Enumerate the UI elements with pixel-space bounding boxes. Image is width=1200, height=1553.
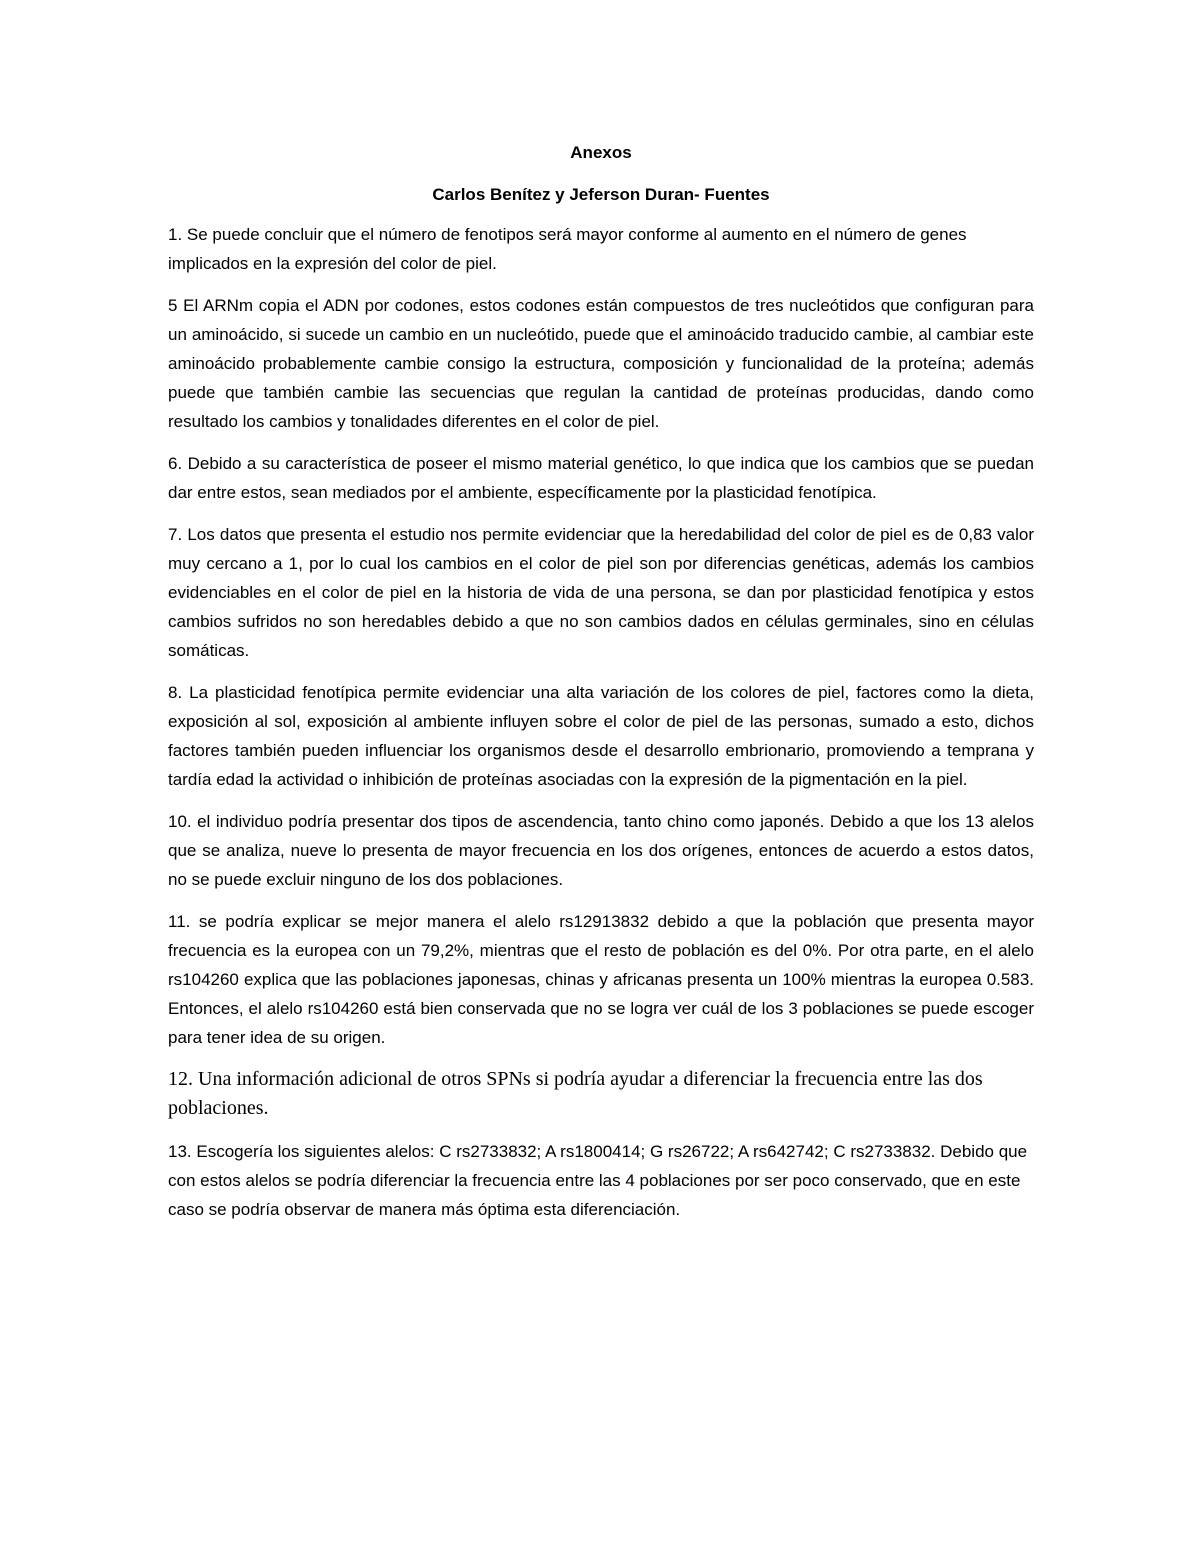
answer-paragraph-5: 5 El ARNm copia el ADN por codones, estos codones están compuestos de tres nucleótidos que configuran para un aminoácido, si sucede un cambio en un nucleótido, puede que el aminoácido traducido cambie, al cambiar este aminoácido probablemente cambie consigo la estructura, composición y funcionalidad de la proteína; además puede que también cambie las secuencias que regulan la cantidad de proteínas producidas, dando como resultado los cambios y tonalidades diferentes en el color de piel. <box>168 296 1034 431</box>
answer-paragraph-12: 12. Una información adicional de otros SPNs si podría ayudar a diferenciar la frecuencia entre las dos poblaciones. <box>168 1068 983 1119</box>
document-title: Anexos <box>570 143 632 162</box>
answer-paragraph-11: 11. se podría explicar se mejor manera el alelo rs12913832 debido a que la población que presenta mayor frecuencia es la europea con un 79,2%, mientras que el resto de población es del 0%. Por otra parte, en el alelo rs104260 explica que las poblaciones japonesas, chinas y africanas presenta un 100% mientras la europea 0.583. Entonces, el alelo rs104260 está bien conservada que no se logra ver cuál de los 3 poblaciones se puede escoger para tener idea de su origen. <box>168 912 1034 1047</box>
answer-paragraph-6: 6. Debido a su característica de poseer el mismo material genético, lo que indica que los cambios que se puedan dar entre estos, sean mediados por el ambiente, específicamente por la plasticidad fenotípica. <box>168 454 1034 502</box>
answer-paragraph-10: 10. el individuo podría presentar dos tipos de ascendencia, tanto chino como japonés. Debido a que los 13 alelos que se analiza, nueve lo presenta de mayor frecuencia en los dos orígenes, entonces de acuerdo a estos datos, no se puede excluir ninguno de los dos poblaciones. <box>168 812 1034 889</box>
answer-paragraph-8: 8. La plasticidad fenotípica permite evidenciar una alta variación de los colores de piel, factores como la dieta, exposición al sol, exposición al ambiente influyen sobre el color de piel de las personas, sumado a esto, dichos factores también pueden influenciar los organismos desde el desarrollo embrionario, promoviendo a temprana y tardía edad la actividad o inhibición de proteínas asociadas con la expresión de la pigmentación en la piel. <box>168 683 1034 789</box>
document-authors: Carlos Benítez y Jeferson Duran- Fuentes <box>432 185 770 204</box>
answer-paragraph-7: 7. Los datos que presenta el estudio nos permite evidenciar que la heredabilidad del color de piel es de 0,83 valor muy cercano a 1, por lo cual los cambios en el color de piel son por diferencias genéticas, además los cambios evidenciables en el color de piel en la historia de vida de una persona, se dan por plasticidad fenotípica y estos cambios sufridos no son heredables debido a que no son cambios dados en células germinales, sino en células somáticas. <box>168 525 1034 660</box>
document-body <box>168 140 1034 1237</box>
answer-paragraph-1: 1. Se puede concluir que el número de fenotipos será mayor conforme al aumento en el número de genes implicados en la expresión del color de piel. <box>168 225 967 273</box>
answer-paragraph-13: 13. Escogería los siguientes alelos: C rs2733832; A rs1800414; G rs26722; A rs642742; C rs2733832. Debido que con estos alelos se podría diferenciar la frecuencia entre las 4 poblaciones por ser poco conservado, que en este caso se podría observar de manera más óptima esta diferenciación. <box>168 1142 1028 1219</box>
